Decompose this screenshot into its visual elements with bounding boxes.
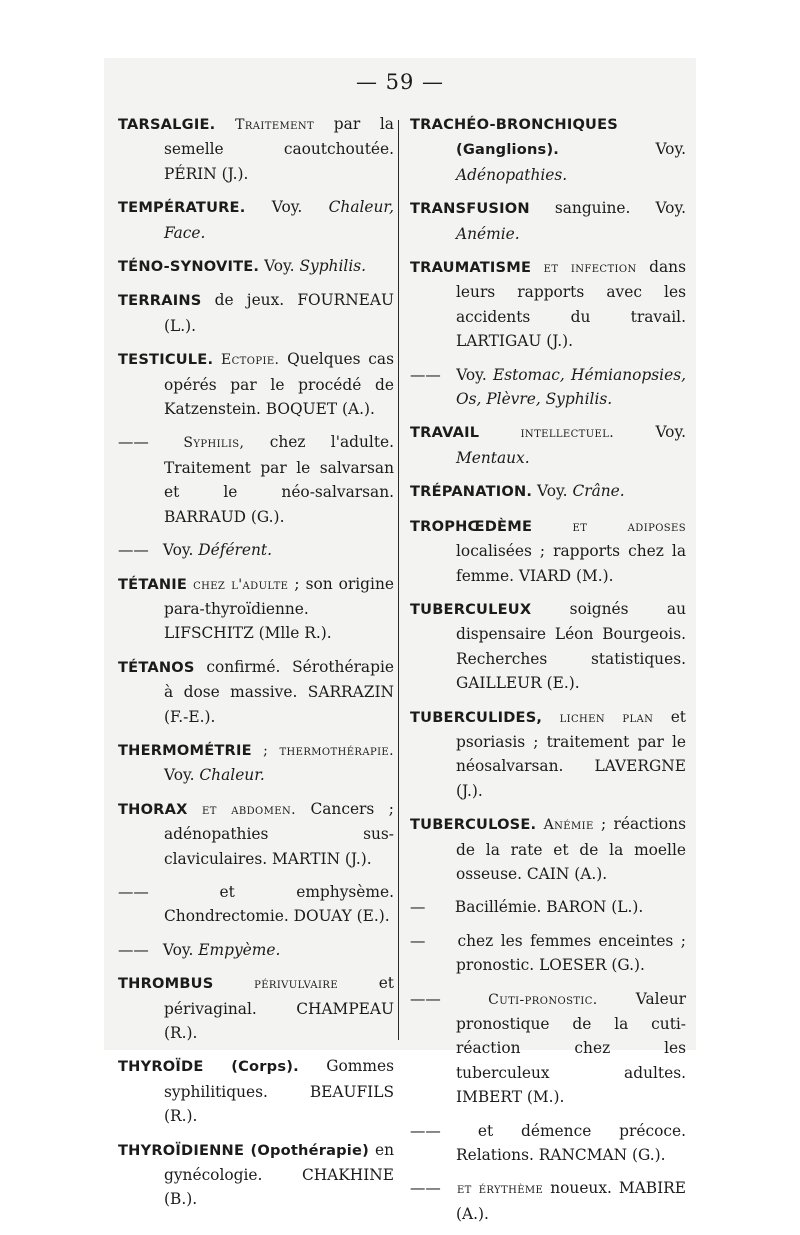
entry-text: Voy. xyxy=(450,365,493,384)
entry-dash: —— xyxy=(410,365,441,384)
entry-reference: Déférent. xyxy=(198,541,273,560)
entry-reference: Estomac, Hémianopsies, Os, Plèvre, Syphilis. xyxy=(456,365,687,409)
entry-text: Voy. xyxy=(245,198,329,217)
entry-heading: TRANSFUSION xyxy=(410,200,530,218)
index-entry xyxy=(118,430,394,529)
index-entry xyxy=(118,880,394,929)
entry-dash: —— xyxy=(118,882,149,901)
index-entry xyxy=(118,112,394,186)
entry-text: dans leurs rapports avec les accidents du travail. LARTIGAU (J.). xyxy=(456,258,686,351)
index-entry xyxy=(410,112,686,187)
index-entry xyxy=(410,929,686,978)
entry-subheading: et érythème xyxy=(456,1181,544,1198)
entry-text: Cancers ; adénopathies sus-claviculaires. MARTIN (J.). xyxy=(164,799,394,868)
entry-text: Voy. xyxy=(158,940,199,959)
entry-subheading: ; thermothérapie. xyxy=(263,742,394,759)
entry-subheading: chez l'adulte xyxy=(193,576,289,593)
entry-text: confirmé. Sérothérapie à dose massive. SARRAZIN (F.-E.). xyxy=(164,657,394,726)
index-entry xyxy=(118,738,394,788)
column-divider xyxy=(398,120,399,1040)
page-number: — 59 — xyxy=(355,70,445,94)
index-entry xyxy=(118,1054,394,1128)
entry-dash: —— xyxy=(410,1179,441,1198)
entry-dash: —— xyxy=(118,940,149,959)
entry-heading: THYROÏDE (Corps). xyxy=(118,1058,299,1076)
entry-text: noueux. MABIRE (A.). xyxy=(456,1179,686,1223)
entry-reference: Syphilis. xyxy=(299,257,367,276)
index-entry xyxy=(410,895,686,919)
entry-text: et emphysème. Chondrectomie. DOUAY (E.). xyxy=(158,882,394,926)
index-entry xyxy=(118,538,394,562)
entry-dash: —— xyxy=(410,989,441,1008)
index-entry xyxy=(410,1176,686,1226)
entry-dash: — xyxy=(410,898,426,917)
index-entry xyxy=(118,195,394,245)
entry-heading: TÉNO-SYNOVITE. xyxy=(118,258,260,276)
entry-text: Voy. xyxy=(158,541,199,560)
entry-heading: TUBERCULEUX xyxy=(410,600,532,618)
entry-subheading: Anémie xyxy=(543,817,594,834)
index-entry xyxy=(118,938,394,962)
entry-text: et psoriasis ; traitement par le néosalvarsan. LAVERGNE (J.). xyxy=(456,707,686,800)
index-entry xyxy=(118,288,394,338)
entry-text: par la semelle caoutchoutée. PÉRIN (J.). xyxy=(164,115,394,183)
entry-text: et périvaginal. CHAMPEAU (R.). xyxy=(164,974,394,1042)
index-entry xyxy=(410,514,686,588)
index-entry xyxy=(410,196,686,246)
entry-heading: TRAUMATISME xyxy=(410,259,532,277)
entry-heading: TRAVAIL xyxy=(410,424,480,442)
index-entry xyxy=(118,254,394,279)
entry-text: Voy. xyxy=(559,140,686,159)
entry-heading: THYROÏDIENNE (Opothérapie) xyxy=(118,1141,369,1159)
entry-dash: —— xyxy=(118,433,149,452)
entry-heading: TÉTANOS xyxy=(118,658,195,676)
index-entry xyxy=(410,987,686,1110)
entry-heading: THERMOMÉTRIE xyxy=(118,741,252,759)
entry-text: Voy. xyxy=(614,423,686,442)
entry-subheading: intellectuel. xyxy=(520,425,615,442)
entry-heading: THROMBUS xyxy=(118,975,214,993)
entry-text: chez l'adulte. Traitement par le salvarsan et le néo-salvarsan. BARRAUD (G.). xyxy=(164,433,394,526)
index-entry xyxy=(410,255,686,354)
index-entry xyxy=(410,363,686,412)
index-entry xyxy=(118,347,394,421)
entry-text: ; réactions de la rate et de la moelle osseuse. CAIN (A.). xyxy=(456,815,686,883)
entry-subheading: et abdomen. xyxy=(202,801,296,818)
index-entry xyxy=(118,572,394,646)
entry-reference: Adénopathies. xyxy=(456,165,568,184)
entry-text: Voy. xyxy=(532,482,573,501)
index-entry xyxy=(410,597,686,696)
entry-text: Gommes syphilitiques. BEAUFILS (R.). xyxy=(164,1057,394,1126)
index-entry xyxy=(410,812,686,886)
entry-dash: —— xyxy=(118,541,149,560)
index-entry xyxy=(410,1119,686,1168)
entry-text: sanguine. Voy. xyxy=(529,199,686,218)
entry-text: en gynécologie. CHAKHINE (B.). xyxy=(164,1140,394,1209)
entry-text: Valeur pronostique de la cuti-réaction chez les tuberculeux adultes. IMBERT (M.). xyxy=(456,989,686,1107)
entry-heading: TERRAINS xyxy=(118,292,202,310)
entry-reference: Chaleur. xyxy=(199,766,265,785)
entry-text: Quelques cas opérés par le procédé de Katzenstein. BOQUET (A.). xyxy=(164,350,394,419)
entry-text: Voy. xyxy=(259,257,300,276)
index-entry xyxy=(118,971,394,1045)
index-entry xyxy=(410,705,686,804)
entry-reference: Empyème. xyxy=(198,940,281,959)
entry-text: et démence précoce. Relations. RANCMAN (G.). xyxy=(450,1121,686,1165)
entry-reference: Chaleur, Face. xyxy=(164,198,394,242)
entry-text: de jeux. FOURNEAU (L.). xyxy=(164,291,394,335)
entry-heading: TRÉPANATION. xyxy=(410,483,533,501)
index-entry xyxy=(118,655,394,729)
entry-subheading: lichen plan xyxy=(559,709,654,726)
entry-text: localisées ; rapports chez la femme. VIARD (M.). xyxy=(456,542,686,585)
entry-text: Bacillémie. BARON (L.). xyxy=(450,898,644,917)
entry-heading: TUBERCULIDES, xyxy=(410,708,543,726)
entry-reference: Mentaux. xyxy=(456,448,530,467)
entry-text: Voy. xyxy=(164,766,200,785)
index-entry xyxy=(118,1138,394,1212)
entry-subheading: et infection xyxy=(543,260,637,277)
entry-text: chez les femmes enceintes ; pronostic. LOESER (G.). xyxy=(450,931,686,975)
entry-heading: TESTICULE. xyxy=(118,351,214,369)
entry-subheading: Cuti-pronostic. xyxy=(488,991,598,1008)
index-entry xyxy=(410,420,686,470)
entry-heading: TÉTANIE xyxy=(118,575,188,593)
entry-subheading: Traitement xyxy=(235,117,315,133)
entry-reference: Crâne. xyxy=(572,482,625,501)
entry-dash: — xyxy=(410,931,426,950)
entry-heading: THORAX xyxy=(118,800,188,818)
entry-text: soignés au dispensaire Léon Bourgeois. Recherches statistiques. GAILLEUR (E.). xyxy=(456,599,686,693)
entry-text: ; son origine para-thyroïdienne. LIFSCHITZ (Mlle R.). xyxy=(164,574,394,643)
right-column xyxy=(410,112,686,1235)
entry-subheading: Syphilis, xyxy=(183,435,245,452)
entry-dash: —— xyxy=(410,1121,441,1140)
index-entry xyxy=(410,479,686,504)
left-column xyxy=(118,112,394,1221)
entry-heading: TUBERCULOSE. xyxy=(410,816,537,834)
entry-subheading: et adiposes xyxy=(572,518,686,535)
entry-heading: TROPHŒDÈME xyxy=(410,517,533,535)
entry-heading: TEMPÉRATURE. xyxy=(118,199,246,217)
entry-heading: TRACHÉO-BRONCHIQUES (Ganglions). xyxy=(410,116,618,159)
index-entry xyxy=(118,797,394,871)
entry-subheading: périvulvaire xyxy=(254,976,339,993)
entry-heading: TARSALGIE. xyxy=(118,116,216,133)
entry-reference: Anémie. xyxy=(456,224,520,243)
entry-subheading: Ectopie. xyxy=(221,352,280,369)
